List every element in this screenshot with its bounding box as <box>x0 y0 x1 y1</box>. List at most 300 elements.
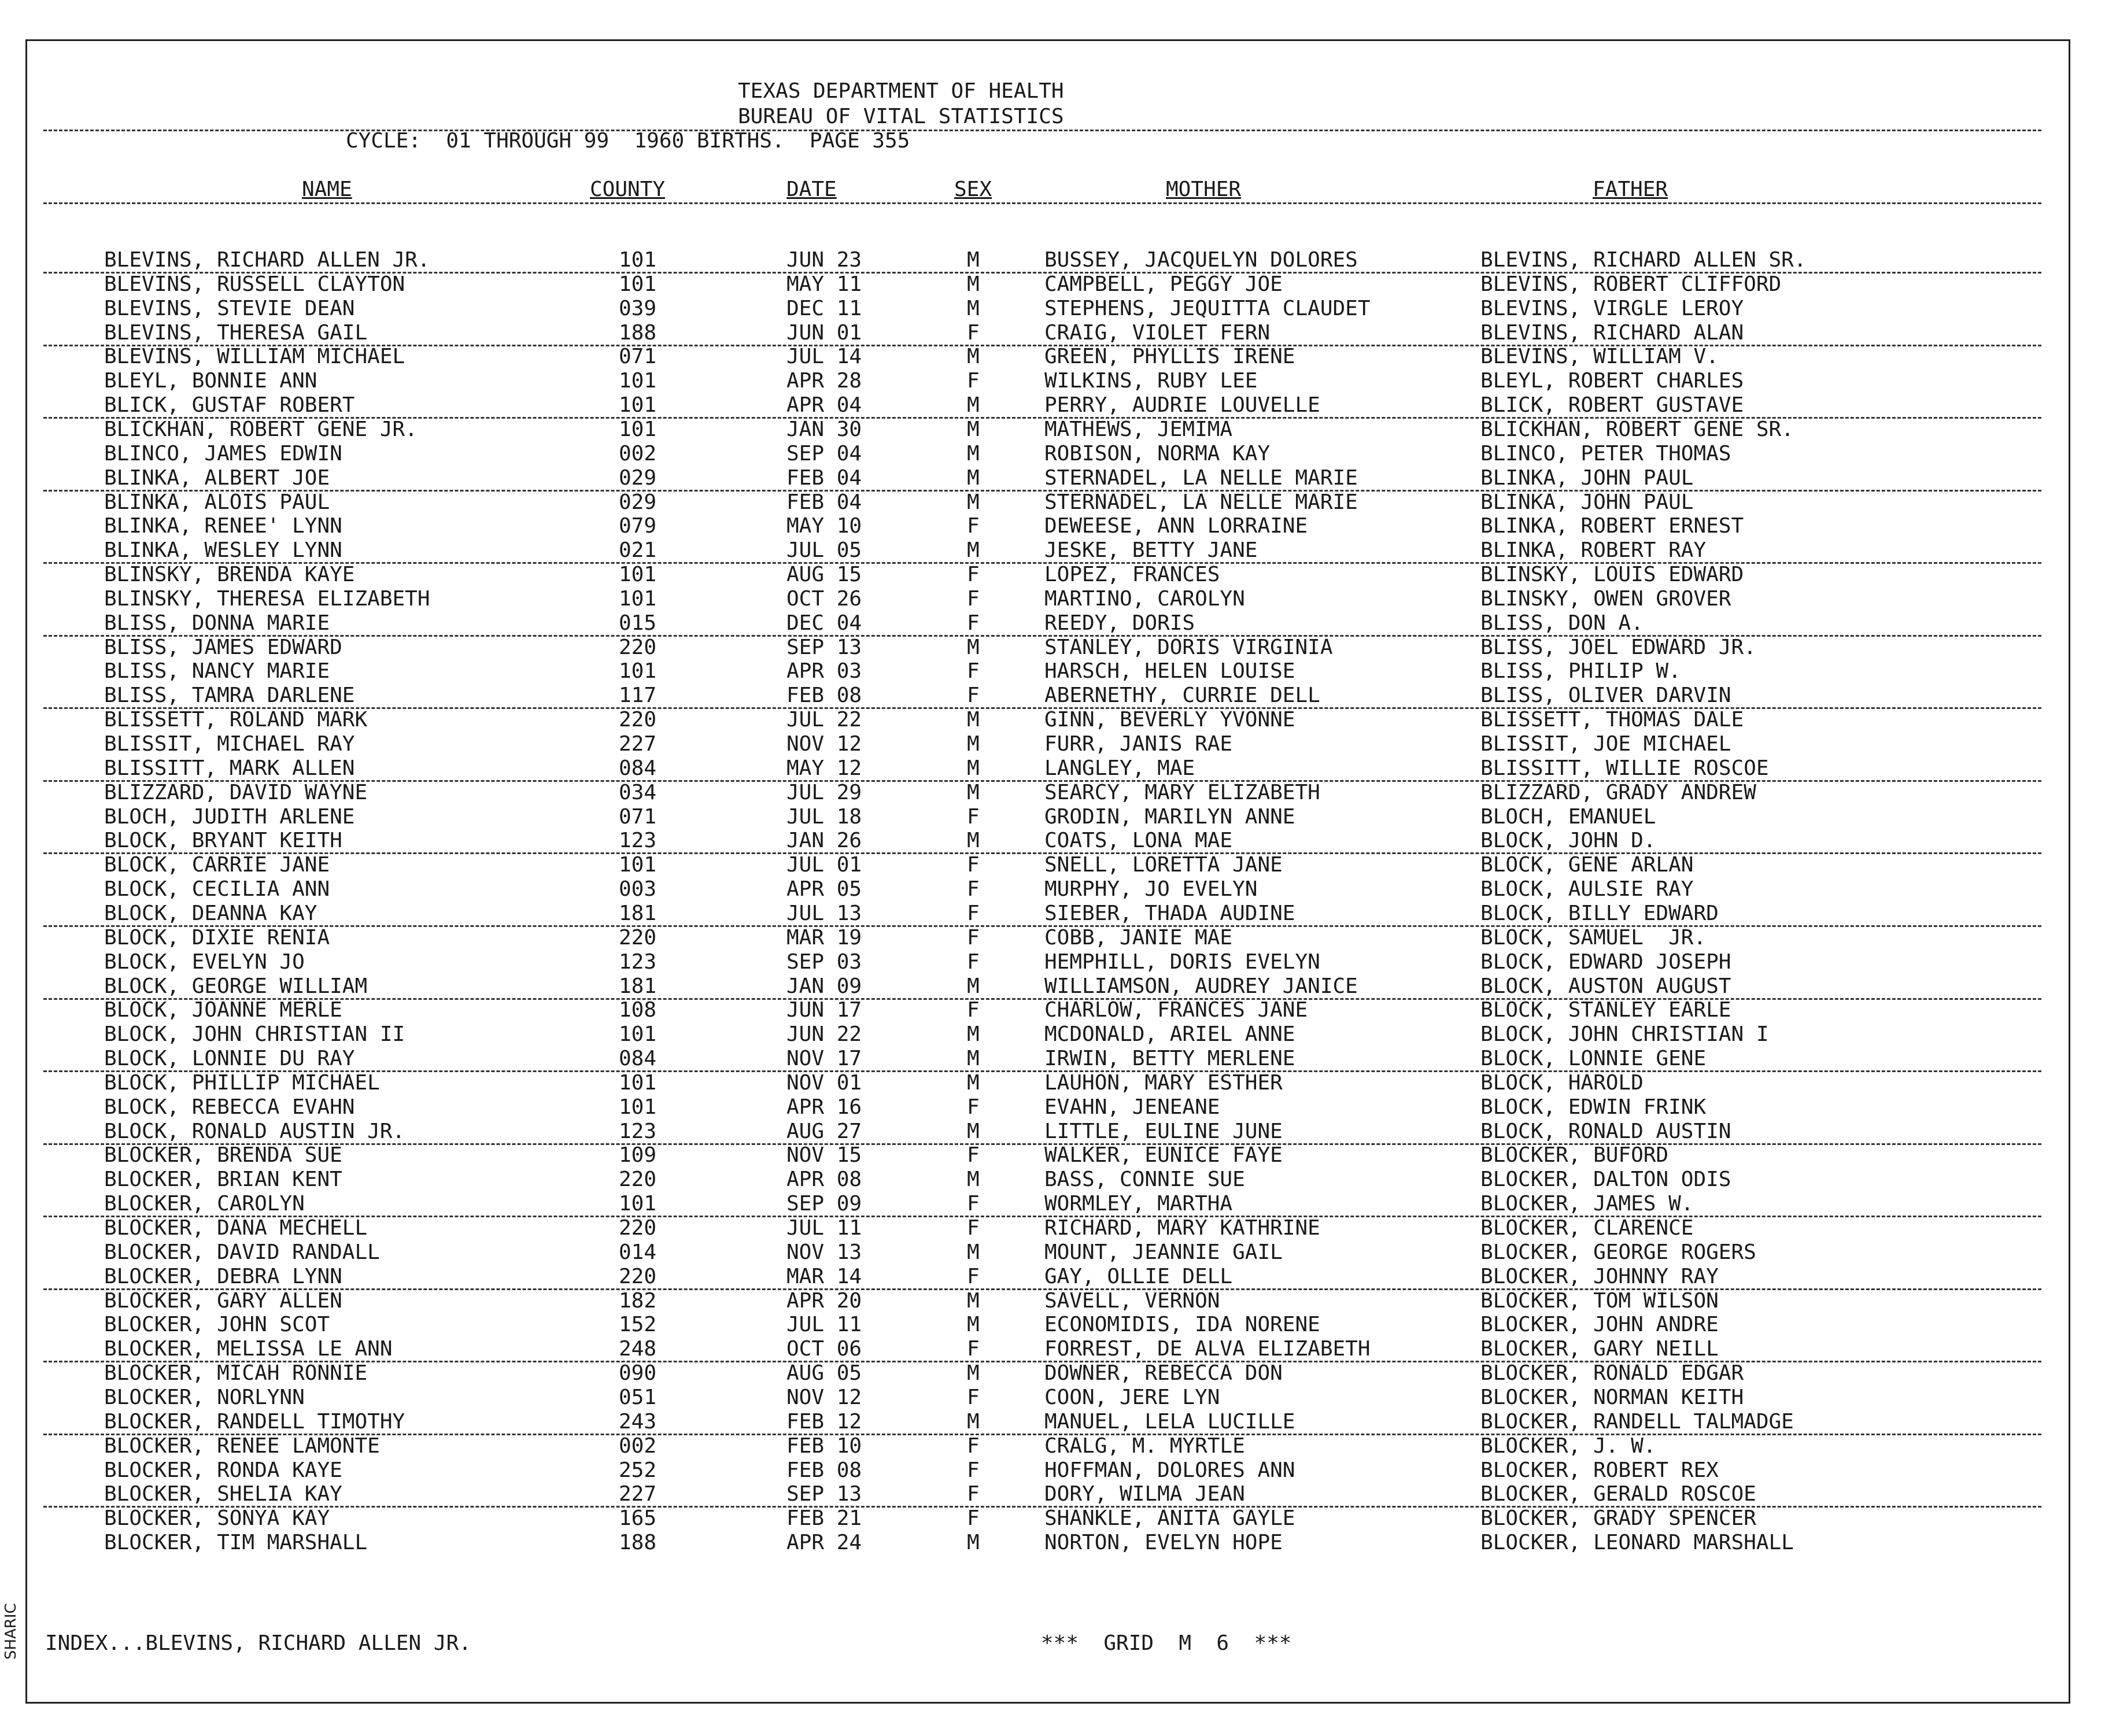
record-sex-cell: F <box>967 950 980 974</box>
record-county-cell: 084 <box>619 756 657 780</box>
record-name-cell: BLOCKER, TIM MARSHALL <box>104 1531 368 1555</box>
record-name-cell: BLOCKER, RENEE LAMONTE <box>104 1434 380 1458</box>
record-mother-cell: CAMPBELL, PEGGY JOE <box>1044 272 1283 296</box>
record-mother-cell: WILLIAMSON, AUDREY JANICE <box>1044 974 1358 998</box>
record-father-cell: BLOCKER, LEONARD MARSHALL <box>1480 1531 1794 1555</box>
record-father-cell: BLOCK, EDWARD JOSEPH <box>1480 950 1731 974</box>
record-sex-cell: F <box>967 901 980 925</box>
record-mother-cell: MOUNT, JEANNIE GAIL <box>1044 1240 1283 1264</box>
record-sex-cell: M <box>967 1240 980 1264</box>
record-date-cell: JUN 01 <box>786 320 862 345</box>
record-mother-cell: BASS, CONNIE SUE <box>1044 1168 1245 1192</box>
table-row <box>0 1218 2116 1242</box>
record-mother-cell: COBB, JANIE MAE <box>1044 925 1233 950</box>
record-name-cell: BLOCK, RONALD AUSTIN JR. <box>104 1119 405 1143</box>
record-name-cell: BLOCKER, RONDA KAYE <box>104 1458 342 1482</box>
record-father-cell: BLOCH, EMANUEL <box>1480 804 1656 829</box>
record-date-cell: APR 05 <box>786 877 862 902</box>
record-mother-cell: HEMPHILL, DORIS EVELYN <box>1044 950 1320 974</box>
table-row <box>0 516 2116 540</box>
table-row <box>0 879 2116 903</box>
record-sex-cell: F <box>967 611 980 635</box>
table-row <box>0 734 2116 758</box>
record-name-cell: BLISSITT, MARK ALLEN <box>104 756 355 780</box>
record-county-cell: 109 <box>619 1143 657 1168</box>
record-date-cell: FEB 08 <box>786 1458 862 1482</box>
record-date-cell: JUL 18 <box>786 804 862 829</box>
table-row <box>0 1145 2116 1169</box>
record-name-cell: BLOCK, JOANNE MERLE <box>104 998 342 1022</box>
record-sex-cell: M <box>967 1119 980 1143</box>
record-father-cell: BLOCK, RONALD AUSTIN <box>1480 1119 1731 1143</box>
record-name-cell: BLEYL, BONNIE ANN <box>104 369 317 393</box>
record-father-cell: BLOCK, AULSIE RAY <box>1480 877 1694 902</box>
record-name-cell: BLINSKY, THERESA ELIZABETH <box>104 586 430 611</box>
record-mother-cell: DEWEESE, ANN LORRAINE <box>1044 514 1308 538</box>
record-date-cell: APR 20 <box>786 1288 862 1313</box>
record-date-cell: OCT 06 <box>786 1337 862 1361</box>
record-father-cell: BLOCK, AUSTON AUGUST <box>1480 974 1731 998</box>
table-row <box>0 758 2116 782</box>
record-sex-cell: M <box>967 635 980 659</box>
record-date-cell: SEP 03 <box>786 950 862 974</box>
table-row <box>0 661 2116 685</box>
record-county-cell: 002 <box>619 1434 657 1458</box>
table-row <box>0 586 2116 613</box>
record-father-cell: BLISS, JOEL EDWARD JR. <box>1480 635 1756 659</box>
table-row <box>0 804 2116 831</box>
record-name-cell: BLOCKER, CAROLYN <box>104 1192 305 1216</box>
record-county-cell: 029 <box>619 490 657 514</box>
table-row <box>0 952 2116 976</box>
record-county-cell: 220 <box>619 635 657 659</box>
record-mother-cell: MATHEWS, JEMIMA <box>1044 417 1233 441</box>
record-county-cell: 123 <box>619 1119 657 1143</box>
record-mother-cell: MARTINO, CAROLYN <box>1044 586 1245 611</box>
record-father-cell: BLOCK, STANLEY EARLE <box>1480 998 1731 1022</box>
record-father-cell: BLEVINS, ROBERT CLIFFORD <box>1480 272 1782 296</box>
record-name-cell: BLOCKER, NORLYNN <box>104 1385 305 1409</box>
record-name-cell: BLOCK, LONNIE DU RAY <box>104 1047 355 1071</box>
record-mother-cell: STANLEY, DORIS VIRGINIA <box>1044 635 1333 659</box>
column-father-header: FATHER <box>1593 178 1668 201</box>
table-row <box>0 540 2116 564</box>
record-date-cell: JAN 09 <box>786 974 862 998</box>
record-sex-cell: F <box>967 1506 980 1531</box>
record-mother-cell: DORY, WILMA JEAN <box>1044 1482 1245 1506</box>
record-county-cell: 071 <box>619 345 657 369</box>
record-county-cell: 029 <box>619 466 657 490</box>
record-father-cell: BLOCKER, J. W. <box>1480 1434 1656 1458</box>
record-sex-cell: F <box>967 1385 980 1409</box>
record-mother-cell: MURPHY, JO EVELYN <box>1044 877 1258 902</box>
record-name-cell: BLOCK, GEORGE WILLIAM <box>104 974 368 998</box>
record-county-cell: 188 <box>619 1531 657 1555</box>
record-county-cell: 101 <box>619 1095 657 1119</box>
record-father-cell: BLOCK, HAROLD <box>1480 1070 1644 1095</box>
record-date-cell: DEC 04 <box>786 611 862 635</box>
record-father-cell: BLISSIT, JOE MICHAEL <box>1480 732 1731 756</box>
record-date-cell: APR 24 <box>786 1531 862 1555</box>
record-mother-cell: ECONOMIDIS, IDA NORENE <box>1044 1313 1320 1337</box>
record-mother-cell: HOFFMAN, DOLORES ANN <box>1044 1458 1295 1482</box>
record-sex-cell: M <box>967 296 980 320</box>
header-rule <box>43 130 2041 131</box>
record-name-cell: BLINKA, RENEE' LYNN <box>104 514 342 538</box>
record-county-cell: 021 <box>619 538 657 563</box>
record-sex-cell: M <box>967 1531 980 1555</box>
record-mother-cell: GRODIN, MARILYN ANNE <box>1044 804 1295 829</box>
table-row <box>0 274 2116 298</box>
table-row <box>0 637 2116 662</box>
record-county-cell: 182 <box>619 1288 657 1313</box>
record-mother-cell: REEDY, DORIS <box>1044 611 1195 635</box>
record-county-cell: 227 <box>619 732 657 756</box>
row-separator-rule <box>43 998 2041 1000</box>
table-row <box>0 1070 2116 1097</box>
record-mother-cell: SEARCY, MARY ELIZABETH <box>1044 780 1320 804</box>
record-date-cell: MAY 11 <box>786 272 862 296</box>
record-county-cell: 101 <box>619 1192 657 1216</box>
record-name-cell: BLOCKER, MICAH RONNIE <box>104 1361 368 1386</box>
record-sex-cell: M <box>967 345 980 369</box>
record-mother-cell: STEPHENS, JEQUITTA CLAUDET <box>1044 296 1371 320</box>
record-mother-cell: WILKINS, RUBY LEE <box>1044 369 1258 393</box>
record-father-cell: BLOCKER, JOHN ANDRE <box>1480 1313 1719 1337</box>
record-mother-cell: HARSCH, HELEN LOUISE <box>1044 659 1295 684</box>
record-date-cell: FEB 10 <box>786 1434 862 1458</box>
record-date-cell: MAR 14 <box>786 1264 862 1288</box>
record-mother-cell: LANGLEY, MAE <box>1044 756 1195 780</box>
record-father-cell: BLOCKER, CLARENCE <box>1480 1216 1694 1240</box>
record-mother-cell: LOPEZ, FRANCES <box>1044 563 1220 587</box>
table-row <box>0 1436 2116 1460</box>
record-date-cell: MAY 10 <box>786 514 862 538</box>
table-row <box>0 613 2116 637</box>
record-date-cell: JUL 01 <box>786 853 862 877</box>
record-date-cell: JAN 30 <box>786 417 862 441</box>
record-county-cell: 181 <box>619 974 657 998</box>
record-father-cell: BLEVINS, WILLIAM V. <box>1480 345 1719 369</box>
record-county-cell: 101 <box>619 563 657 587</box>
record-county-cell: 101 <box>619 853 657 877</box>
record-sex-cell: F <box>967 684 980 708</box>
record-mother-cell: SIEBER, THADA AUDINE <box>1044 901 1295 925</box>
record-sex-cell: F <box>967 586 980 611</box>
table-row <box>0 830 2116 855</box>
record-name-cell: BLOCKER, SHELIA KAY <box>104 1482 342 1506</box>
record-name-cell: BLISSIT, MICHAEL RAY <box>104 732 355 756</box>
record-mother-cell: PERRY, AUDRIE LOUVELLE <box>1044 393 1320 418</box>
record-father-cell: BLINKA, ROBERT ERNEST <box>1480 514 1744 538</box>
record-county-cell: 071 <box>619 804 657 829</box>
table-row <box>0 320 2116 347</box>
record-county-cell: 165 <box>619 1506 657 1531</box>
record-sex-cell: M <box>967 708 980 732</box>
column-county-header: COUNTY <box>590 178 666 201</box>
record-sex-cell: M <box>967 490 980 514</box>
record-sex-cell: F <box>967 1192 980 1216</box>
record-name-cell: BLOCKER, BRIAN KENT <box>104 1168 342 1192</box>
record-name-cell: BLOCK, REBECCA EVAHN <box>104 1095 355 1119</box>
record-sex-cell: F <box>967 320 980 345</box>
record-father-cell: BLOCKER, GRADY SPENCER <box>1480 1506 1756 1531</box>
record-county-cell: 051 <box>619 1385 657 1409</box>
record-county-cell: 015 <box>619 611 657 635</box>
record-mother-cell: SHANKLE, ANITA GAYLE <box>1044 1506 1295 1531</box>
record-date-cell: APR 28 <box>786 369 862 393</box>
record-sex-cell: F <box>967 877 980 902</box>
record-father-cell: BLOCKER, GARY NEILL <box>1480 1337 1719 1361</box>
record-date-cell: JUL 11 <box>786 1313 862 1337</box>
record-date-cell: SEP 13 <box>786 1482 862 1506</box>
record-name-cell: BLINSKY, BRENDA KAYE <box>104 563 355 587</box>
record-county-cell: 243 <box>619 1409 657 1434</box>
record-mother-cell: LITTLE, EULINE JUNE <box>1044 1119 1283 1143</box>
record-mother-cell: RICHARD, MARY KATHRINE <box>1044 1216 1320 1240</box>
record-name-cell: BLOCKER, DAVID RANDALL <box>104 1240 380 1264</box>
record-date-cell: APR 16 <box>786 1095 862 1119</box>
record-date-cell: DEC 11 <box>786 296 862 320</box>
record-sex-cell: M <box>967 393 980 418</box>
record-county-cell: 101 <box>619 248 657 272</box>
record-father-cell: BLOCKER, GERALD ROSCOE <box>1480 1482 1756 1506</box>
record-sex-cell: M <box>967 1288 980 1313</box>
record-sex-cell: F <box>967 998 980 1022</box>
table-row <box>0 976 2116 1000</box>
record-mother-cell: SNELL, LORETTA JANE <box>1044 853 1283 877</box>
record-county-cell: 220 <box>619 1216 657 1240</box>
table-row <box>0 903 2116 928</box>
record-name-cell: BLEVINS, STEVIE DEAN <box>104 296 355 320</box>
record-name-cell: BLOCKER, BRENDA SUE <box>104 1143 342 1168</box>
record-sex-cell: F <box>967 1095 980 1119</box>
record-county-cell: 227 <box>619 1482 657 1506</box>
record-father-cell: BLOCKER, JAMES W. <box>1480 1192 1694 1216</box>
record-county-cell: 002 <box>619 441 657 466</box>
table-row <box>0 1242 2116 1266</box>
record-father-cell: BLOCK, EDWIN FRINK <box>1480 1095 1707 1119</box>
record-mother-cell: IRWIN, BETTY MERLENE <box>1044 1047 1295 1071</box>
record-mother-cell: GREEN, PHYLLIS IRENE <box>1044 345 1295 369</box>
side-label: SHARIC <box>2 1603 20 1660</box>
record-sex-cell: M <box>967 974 980 998</box>
record-date-cell: SEP 13 <box>786 635 862 659</box>
record-date-cell: SEP 04 <box>786 441 862 466</box>
record-name-cell: BLOCK, EVELYN JO <box>104 950 305 974</box>
record-sex-cell: M <box>967 1047 980 1071</box>
record-father-cell: BLOCKER, ROBERT REX <box>1480 1458 1719 1482</box>
record-sex-cell: M <box>967 829 980 853</box>
record-county-cell: 101 <box>619 417 657 441</box>
record-sex-cell: F <box>967 1337 980 1361</box>
table-row <box>0 1314 2116 1339</box>
record-date-cell: JAN 26 <box>786 829 862 853</box>
table-row <box>0 1339 2116 1363</box>
record-sex-cell: F <box>967 804 980 829</box>
table-row <box>0 925 2116 952</box>
record-name-cell: BLEVINS, RUSSELL CLAYTON <box>104 272 405 296</box>
record-mother-cell: STERNADEL, LA NELLE MARIE <box>1044 466 1358 490</box>
row-separator-rule <box>43 1288 2041 1290</box>
record-county-cell: 220 <box>619 708 657 732</box>
record-date-cell: APR 08 <box>786 1168 862 1192</box>
record-name-cell: BLISS, TAMRA DARLENE <box>104 684 355 708</box>
record-name-cell: BLOCK, DEANNA KAY <box>104 901 317 925</box>
record-sex-cell: F <box>967 1458 980 1482</box>
record-father-cell: BLOCKER, JOHNNY RAY <box>1480 1264 1719 1288</box>
record-county-cell: 220 <box>619 1168 657 1192</box>
record-father-cell: BLISS, PHILIP W. <box>1480 659 1681 684</box>
record-date-cell: JUN 17 <box>786 998 862 1022</box>
record-sex-cell: F <box>967 514 980 538</box>
column-date-header: DATE <box>786 178 837 201</box>
record-date-cell: AUG 05 <box>786 1361 862 1386</box>
record-sex-cell: F <box>967 369 980 393</box>
record-date-cell: FEB 04 <box>786 490 862 514</box>
record-sex-cell: M <box>967 466 980 490</box>
record-father-cell: BLOCK, JOHN CHRISTIAN I <box>1480 1022 1769 1047</box>
record-date-cell: JUL 14 <box>786 345 862 369</box>
record-mother-cell: MANUEL, LELA LUCILLE <box>1044 1409 1295 1434</box>
record-father-cell: BLINSKY, OWEN GROVER <box>1480 586 1731 611</box>
record-name-cell: BLOCKER, MELISSA LE ANN <box>104 1337 393 1361</box>
record-county-cell: 014 <box>619 1240 657 1264</box>
table-row <box>0 1460 2116 1484</box>
record-sex-cell: M <box>967 441 980 466</box>
record-county-cell: 117 <box>619 684 657 708</box>
table-row <box>0 441 2116 468</box>
record-sex-cell: F <box>967 853 980 877</box>
record-mother-cell: BUSSEY, JACQUELYN DOLORES <box>1044 248 1358 272</box>
record-name-cell: BLINKA, WESLEY LYNN <box>104 538 342 563</box>
record-county-cell: 084 <box>619 1047 657 1071</box>
record-mother-cell: FORREST, DE ALVA ELIZABETH <box>1044 1337 1371 1361</box>
row-separator-rule <box>43 1143 2041 1145</box>
record-date-cell: NOV 13 <box>786 1240 862 1264</box>
row-separator-rule <box>43 852 2041 854</box>
table-row <box>0 1048 2116 1073</box>
record-county-cell: 248 <box>619 1337 657 1361</box>
record-date-cell: MAY 12 <box>786 756 862 780</box>
record-name-cell: BLICKHAN, ROBERT GENE JR. <box>104 417 418 441</box>
record-date-cell: AUG 27 <box>786 1119 862 1143</box>
record-date-cell: FEB 08 <box>786 684 862 708</box>
record-county-cell: 003 <box>619 877 657 902</box>
record-date-cell: JUL 29 <box>786 780 862 804</box>
table-row <box>0 492 2116 516</box>
record-mother-cell: COATS, LONA MAE <box>1044 829 1233 853</box>
record-mother-cell: ROBISON, NORMA KAY <box>1044 441 1271 466</box>
record-county-cell: 220 <box>619 925 657 950</box>
record-mother-cell: CRAIG, VIOLET FERN <box>1044 320 1271 345</box>
table-row <box>0 710 2116 734</box>
record-father-cell: BLOCKER, DALTON ODIS <box>1480 1168 1731 1192</box>
table-row <box>0 564 2116 589</box>
record-name-cell: BLOCK, CARRIE JANE <box>104 853 330 877</box>
record-county-cell: 090 <box>619 1361 657 1386</box>
record-father-cell: BLOCKER, NORMAN KEITH <box>1480 1385 1744 1409</box>
table-row <box>0 1000 2116 1024</box>
record-name-cell: BLOCKER, DANA MECHELL <box>104 1216 368 1240</box>
record-father-cell: BLEYL, ROBERT CHARLES <box>1480 369 1744 393</box>
record-father-cell: BLISS, OLIVER DARVIN <box>1480 684 1731 708</box>
record-name-cell: BLINCO, JAMES EDWIN <box>104 441 342 466</box>
record-name-cell: BLINKA, ALOIS PAUL <box>104 490 330 514</box>
table-row <box>0 371 2116 395</box>
row-separator-rule <box>43 925 2041 927</box>
record-mother-cell: CRALG, M. MYRTLE <box>1044 1434 1245 1458</box>
cycle-line: CYCLE: 01 THROUGH 99 1960 BIRTHS. PAGE 355 <box>346 129 910 153</box>
record-name-cell: BLOCKER, JOHN SCOT <box>104 1313 330 1337</box>
record-county-cell: 101 <box>619 659 657 684</box>
table-row <box>0 298 2116 323</box>
record-mother-cell: DOWNER, REBECCA DON <box>1044 1361 1283 1386</box>
table-row <box>0 250 2116 274</box>
column-name-header: NAME <box>302 178 352 201</box>
record-father-cell: BLINKA, ROBERT RAY <box>1480 538 1707 563</box>
record-county-cell: 188 <box>619 320 657 345</box>
record-name-cell: BLOCKER, DEBRA LYNN <box>104 1264 342 1288</box>
record-date-cell: NOV 15 <box>786 1143 862 1168</box>
table-row <box>0 1121 2116 1146</box>
record-county-cell: 034 <box>619 780 657 804</box>
table-row <box>0 468 2116 492</box>
record-name-cell: BLOCH, JUDITH ARLENE <box>104 804 355 829</box>
record-name-cell: BLOCK, BRYANT KEITH <box>104 829 342 853</box>
record-sex-cell: M <box>967 1313 980 1337</box>
record-date-cell: NOV 12 <box>786 1385 862 1409</box>
record-sex-cell: M <box>967 732 980 756</box>
record-mother-cell: FURR, JANIS RAE <box>1044 732 1233 756</box>
record-name-cell: BLOCK, JOHN CHRISTIAN II <box>104 1022 405 1047</box>
record-father-cell: BLOCKER, RONALD EDGAR <box>1480 1361 1744 1386</box>
record-date-cell: JUL 11 <box>786 1216 862 1240</box>
record-name-cell: BLISS, DONNA MARIE <box>104 611 330 635</box>
record-date-cell: JUN 22 <box>786 1022 862 1047</box>
record-date-cell: APR 03 <box>786 659 862 684</box>
record-father-cell: BLINSKY, LOUIS EDWARD <box>1480 563 1744 587</box>
record-sex-cell: M <box>967 248 980 272</box>
record-mother-cell: WORMLEY, MARTHA <box>1044 1192 1233 1216</box>
record-date-cell: MAR 19 <box>786 925 862 950</box>
record-father-cell: BLEVINS, VIRGLE LEROY <box>1480 296 1744 320</box>
record-mother-cell: SAVELL, VERNON <box>1044 1288 1220 1313</box>
record-county-cell: 123 <box>619 950 657 974</box>
record-county-cell: 108 <box>619 998 657 1022</box>
record-mother-cell: NORTON, EVELYN HOPE <box>1044 1531 1283 1555</box>
record-mother-cell: CHARLOW, FRANCES JANE <box>1044 998 1308 1022</box>
table-row <box>0 1024 2116 1048</box>
table-row <box>0 419 2116 444</box>
column-sex-header: SEX <box>954 178 992 201</box>
table-row <box>0 395 2116 419</box>
record-sex-cell: F <box>967 659 980 684</box>
record-date-cell: JUL 22 <box>786 708 862 732</box>
record-mother-cell: LAUHON, MARY ESTHER <box>1044 1070 1283 1095</box>
table-row <box>0 1169 2116 1194</box>
record-name-cell: BLOCKER, SONYA KAY <box>104 1506 330 1531</box>
record-date-cell: NOV 01 <box>786 1070 862 1095</box>
record-sex-cell: M <box>967 1361 980 1386</box>
record-father-cell: BLIZZARD, GRADY ANDREW <box>1480 780 1756 804</box>
record-name-cell: BLINKA, ALBERT JOE <box>104 466 330 490</box>
record-county-cell: 079 <box>619 514 657 538</box>
record-name-cell: BLOCKER, RANDELL TIMOTHY <box>104 1409 405 1434</box>
record-sex-cell: F <box>967 1143 980 1168</box>
record-mother-cell: JESKE, BETTY JANE <box>1044 538 1258 563</box>
record-name-cell: BLICK, GUSTAF ROBERT <box>104 393 355 418</box>
